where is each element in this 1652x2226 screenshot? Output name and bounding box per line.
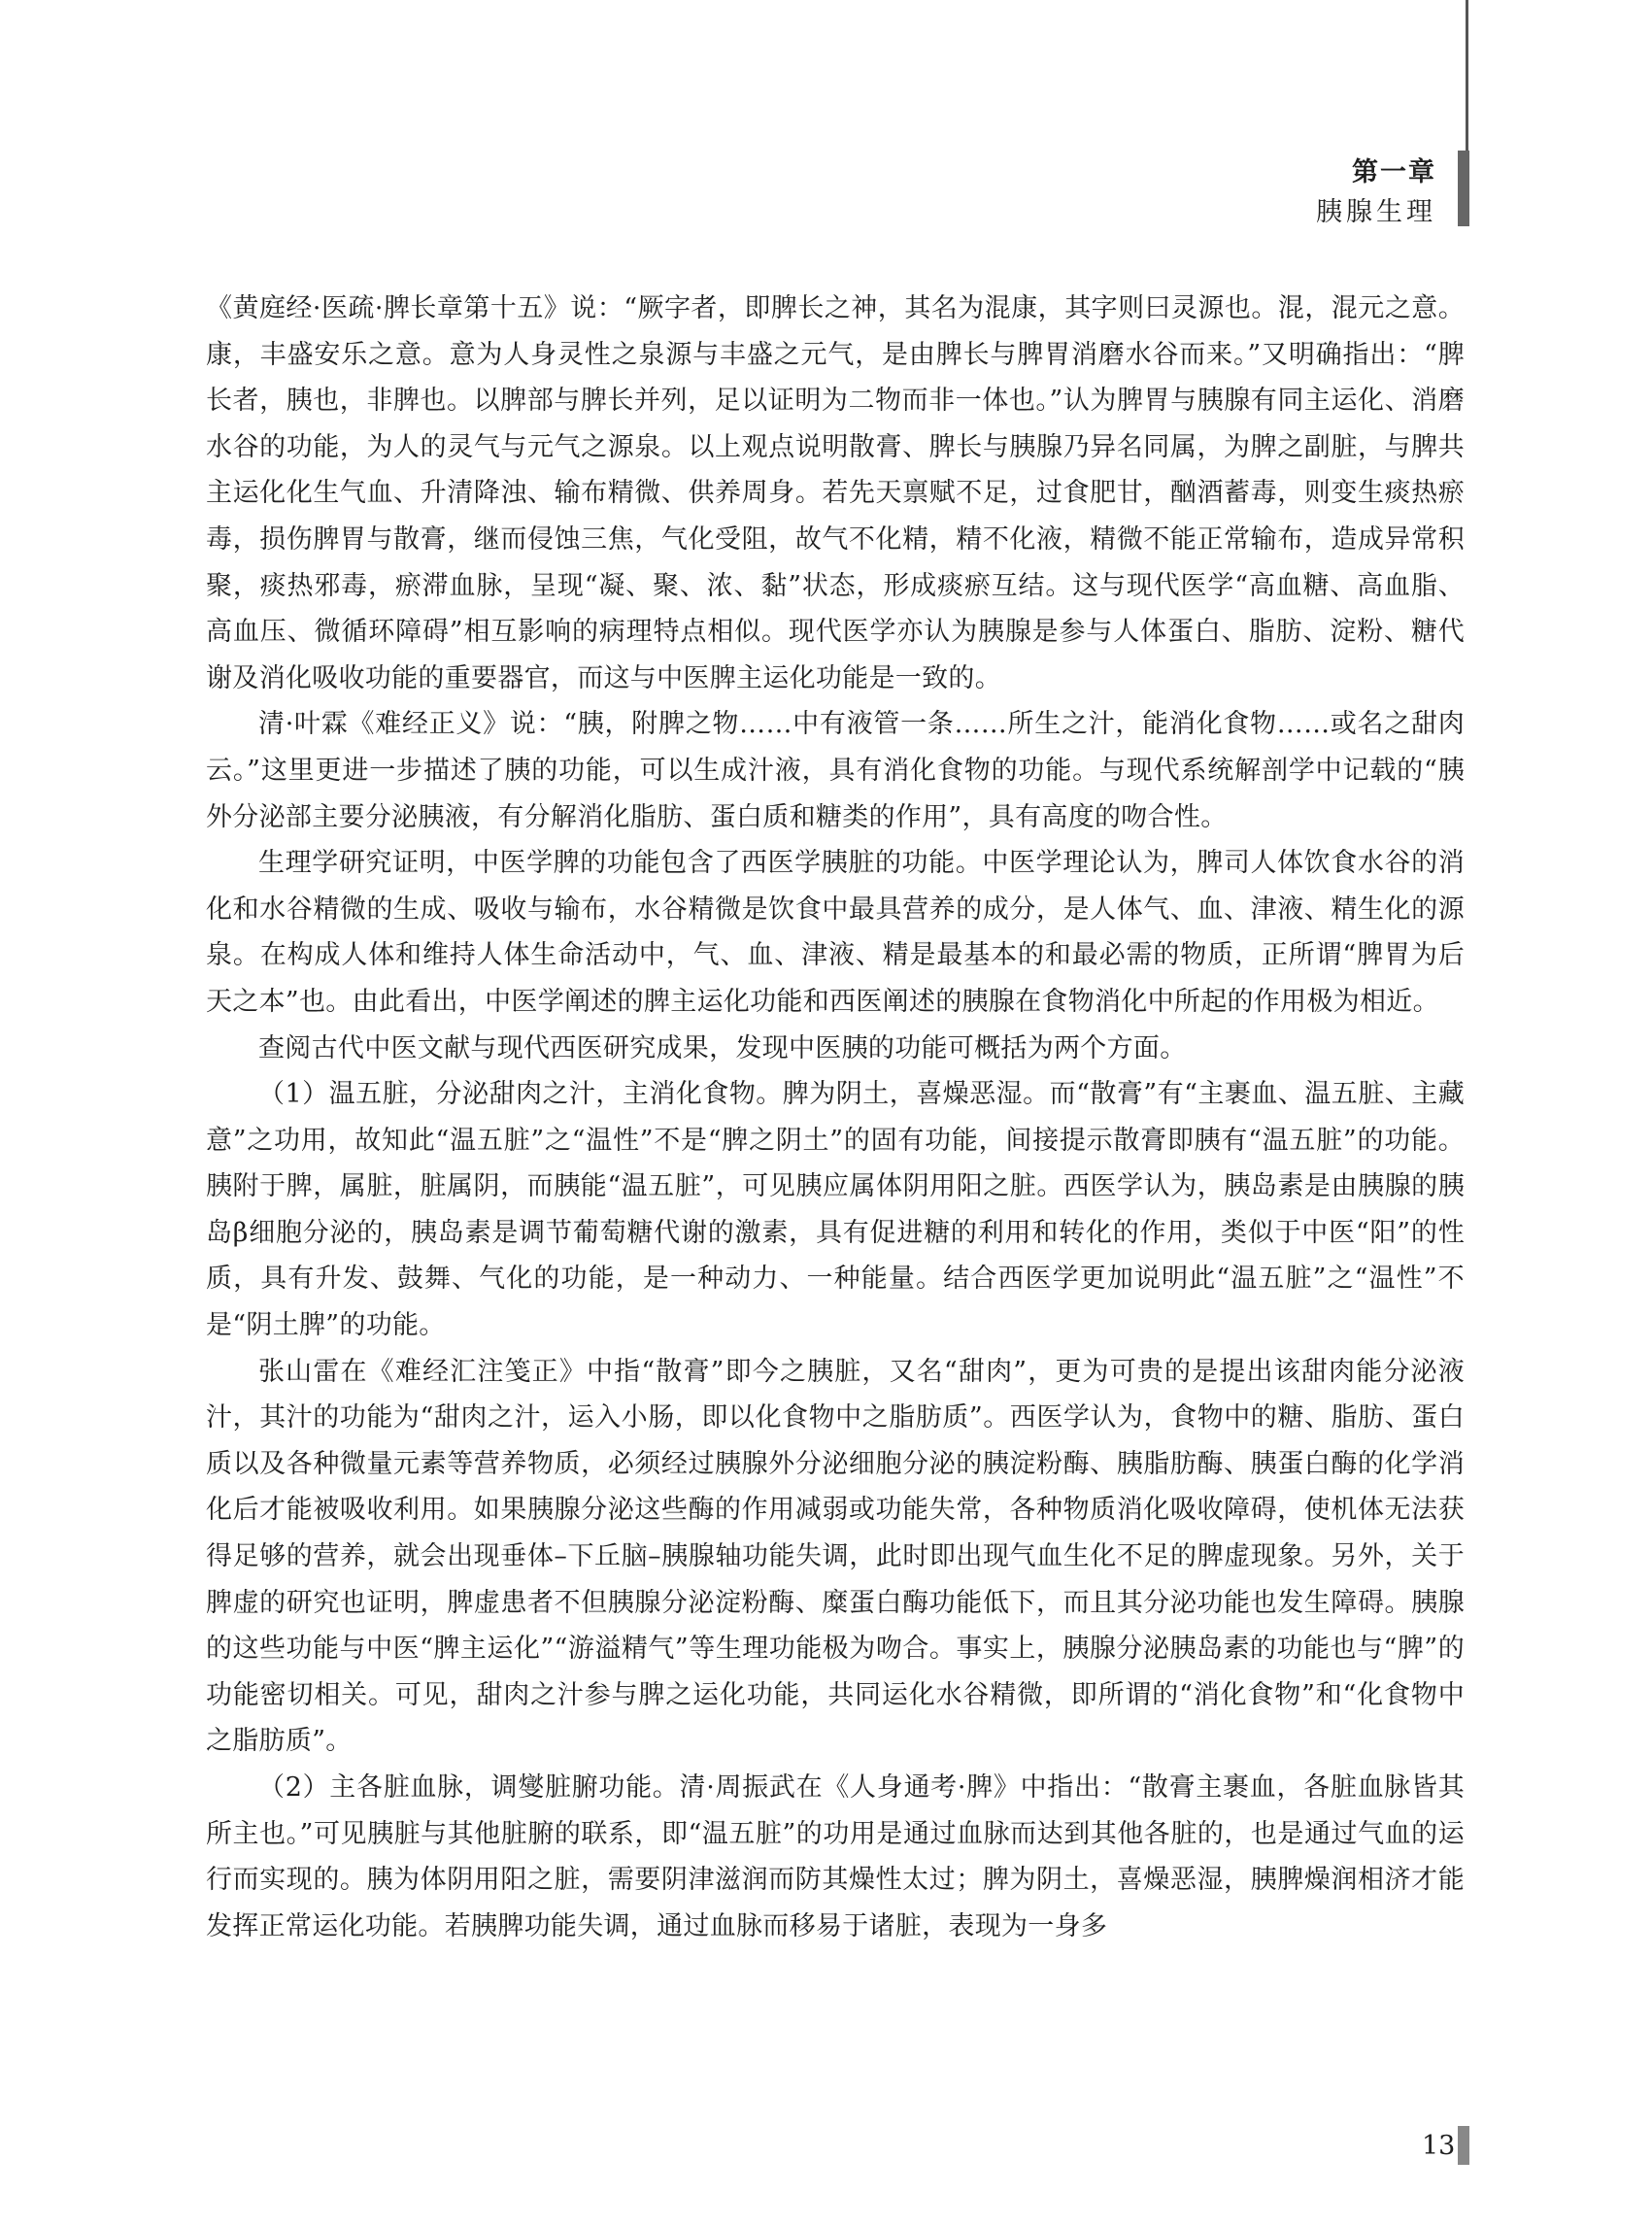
paragraph: 张山雷在《难经汇注笺正》中指“散膏”即今之胰脏，又名“甜肉”，更为可贵的是提出该甜肉能分泌液汁，其汁的功能为“甜肉之汁，运入小肠，即以化食物中之脂肪质”。西医学认为，食物中的糖、脂肪、蛋白质以及各种微量元素等营养物质，必须经过胰腺外分泌细胞分泌的胰淀粉酶、胰脂肪酶、胰蛋白酶的化学消化后才能被吸收利用。如果胰腺分泌这些酶的作用减弱或功能失常，各种物质消化吸收障碍，使机体无法获得足够的营养，就会出现垂体–下丘脑–胰腺轴功能失调，此时即出现气血生化不足的脾虚现象。另外，关于脾虚的研究也证明，脾虚患者不但胰腺分泌淀粉酶、糜蛋白酶功能低下，而且其分泌功能也发生障碍。胰腺的这些功能与中医“脾主运化”“游溢精气”等生理功能极为吻合。事实上，胰腺分泌胰岛素的功能也与“脾”的功能密切相关。可见，甜肉之汁参与脾之运化功能，共同运化水谷精微，即所谓的“消化食物”和“化食物中之脂肪质”。 xyxy=(206,1356,1465,1757)
page-number-bar xyxy=(1458,2126,1469,2165)
chapter-subtitle: 胰腺生理 xyxy=(1316,197,1436,227)
paragraph: （1）温五脏，分泌甜肉之汁，主消化食物。脾为阴土，喜燥恶湿。而“散膏”有“主裹血、温五脏、主藏意”之功用，故知此“温五脏”之“温性”不是“脾之阴土”的固有功能，间接提示散膏即胰有“温五脏”的功能。胰附于脾，属脏，脏属阴，而胰能“温五脏”，可见胰应属体阴用阳之脏。西医学认为，胰岛素是由胰腺的胰岛β细胞分泌的，胰岛素是调节葡萄糖代谢的激素，具有促进糖的利用和转化的作用，类似于中医“阳”的性质，具有升发、鼓舞、气化的功能，是一种动力、一种能量。结合西医学更加说明此“温五脏”之“温性”不是“阴土脾”的功能。 xyxy=(206,1079,1465,1341)
paragraph: 生理学研究证明，中医学脾的功能包含了西医学胰脏的功能。中医学理论认为，脾司人体饮食水谷的消化和水谷精微的生成、吸收与输布，水谷精微是饮食中最具营养的成分，是人体气、血、津液、精生化的源泉。在构成人体和维持人体生命活动中，气、血、津液、精是最基本的和最必需的物质，正所谓“脾胃为后天之本”也。由此看出，中医学阐述的脾主运化功能和西医阐述的胰腺在食物消化中所起的作用极为相近。 xyxy=(206,848,1465,1017)
paragraph: （2）主各脏血脉，调燮脏腑功能。清·周振武在《人身通考·脾》中指出：“散膏主裹血，各脏血脉皆其所主也。”可见胰脏与其他脏腑的联系，即“温五脏”的功用是通过血脉而达到其他各脏的，也是通过气血的运行而实现的。胰为体阴用阳之脏，需要阴津滋润而防其燥性太过；脾为阴土，喜燥恶湿，胰脾燥润相济才能发挥正常运化功能。若胰脾功能失调，通过血脉而移易于诸脏，表现为一身多 xyxy=(206,1772,1465,1941)
body-text xyxy=(206,286,1465,1949)
chapter-title: 第一章 xyxy=(1352,157,1436,187)
page-number: 13 xyxy=(1422,2131,1456,2161)
chapter-marker-bar xyxy=(1458,151,1469,226)
paragraph: 《黄庭经·医疏·脾长章第十五》说：“厥字者，即脾长之神，其名为混康，其字则曰灵源也。混，混元之意。康，丰盛安乐之意。意为人身灵性之泉源与丰盛之元气，是由脾长与脾胃消磨水谷而来。”又明确指出：“脾长者，胰也，非脾也。以脾部与脾长并列，足以证明为二物而非一体也。”认为脾胃与胰腺有同主运化、消磨水谷的功能，为人的灵气与元气之源泉。以上观点说明散膏、脾长与胰腺乃异名同属，为脾之副脏，与脾共主运化化生气血、升清降浊、输布精微、供养周身。若先天禀赋不足，过食肥甘，酗酒蓄毒，则变生痰热瘀毒，损伤脾胃与散膏，继而侵蚀三焦，气化受阻，故气不化精，精不化液，精微不能正常输布，造成异常积聚，痰热邪毒，瘀滞血脉，呈现“凝、聚、浓、黏”状态，形成痰瘀互结。这与现代医学“高血糖、高血脂、高血压、微循环障碍”相互影响的病理特点相似。现代医学亦认为胰腺是参与人体蛋白、脂肪、淀粉、糖代谢及消化吸收功能的重要器官，而这与中医脾主运化功能是一致的。 xyxy=(206,293,1465,693)
paragraph: 清·叶霖《难经正义》说：“胰，附脾之物……中有液管一条……所生之汁，能消化食物……或名之甜肉云。”这里更进一步描述了胰的功能，可以生成汁液，具有消化食物的功能。与现代系统解剖学中记载的“胰外分泌部主要分泌胰液，有分解消化脂肪、蛋白质和糖类的作用”，具有高度的吻合性。 xyxy=(206,709,1465,832)
paragraph: 查阅古代中医文献与现代西医研究成果，发现中医胰的功能可概括为两个方面。 xyxy=(258,1032,1187,1063)
